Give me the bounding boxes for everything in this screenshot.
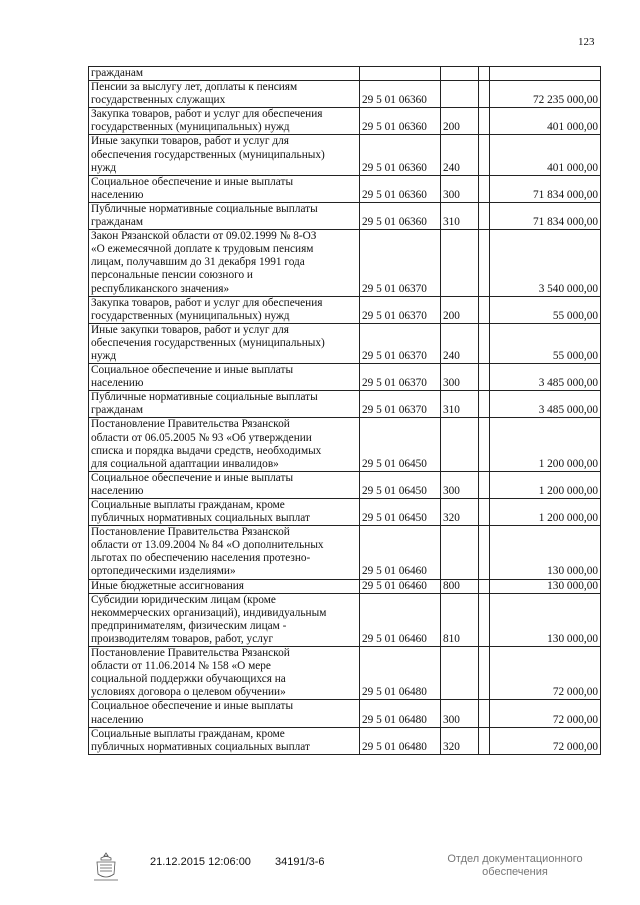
- row-name-cell: Иные закупки товаров, работ и услуг для обеспечения государственных (муниципальных) нужд: [89, 323, 360, 363]
- row-amount-cell: 3 540 000,00: [490, 230, 601, 296]
- row-expense-type-cell: [441, 526, 479, 579]
- row-name-cell: Иные бюджетные ассигнования: [89, 579, 360, 593]
- row-code-cell: 29 5 01 06450: [360, 471, 441, 498]
- row-name-cell: Пенсии за выслугу лет, доплаты к пенсиям государственных служащих: [89, 81, 360, 108]
- row-empty-cell: [479, 230, 490, 296]
- row-expense-type-cell: 200: [441, 296, 479, 323]
- footer-doc-code: 34191/3-6: [275, 856, 325, 868]
- row-code-cell: 29 5 01 06460: [360, 579, 441, 593]
- table-row: [89, 364, 601, 391]
- row-amount-cell: 130 000,00: [490, 526, 601, 579]
- row-name-cell: Субсидии юридическим лицам (кроме некоммерческих организаций), индивидуальным предпринимателям, физическим лицам - производителям товаров, работ, услуг: [89, 593, 360, 646]
- row-name-cell: Постановление Правительства Рязанской области от 06.05.2005 № 93 «Об утверждении списка и порядка выдачи средств, необходимых для социальной адаптации инвалидов»: [89, 418, 360, 471]
- row-amount-cell: 71 834 000,00: [490, 175, 601, 202]
- table-row: [89, 700, 601, 727]
- row-name-cell: Социальное обеспечение и иные выплаты населению: [89, 471, 360, 498]
- row-empty-cell: [479, 593, 490, 646]
- row-empty-cell: [479, 364, 490, 391]
- row-amount-cell: 401 000,00: [490, 135, 601, 175]
- row-expense-type-cell: 320: [441, 727, 479, 754]
- row-amount-cell: 72 000,00: [490, 727, 601, 754]
- table-row: [89, 727, 601, 754]
- budget-table-body: [89, 67, 601, 755]
- row-amount-cell: 55 000,00: [490, 323, 601, 363]
- row-amount-cell: 3 485 000,00: [490, 391, 601, 418]
- row-name-cell: Социальное обеспечение и иные выплаты населению: [89, 364, 360, 391]
- row-name-cell: гражданам: [89, 67, 360, 81]
- row-empty-cell: [479, 323, 490, 363]
- row-code-cell: 29 5 01 06370: [360, 364, 441, 391]
- table-row: [89, 323, 601, 363]
- table-row: [89, 108, 601, 135]
- row-amount-cell: 71 834 000,00: [490, 202, 601, 229]
- row-expense-type-cell: 300: [441, 700, 479, 727]
- table-row: [89, 135, 601, 175]
- row-name-cell: Социальные выплаты гражданам, кроме публичных нормативных социальных выплат: [89, 499, 360, 526]
- row-expense-type-cell: 800: [441, 579, 479, 593]
- row-empty-cell: [479, 471, 490, 498]
- row-name-cell: Публичные нормативные социальные выплаты гражданам: [89, 391, 360, 418]
- row-name-cell: Постановление Правительства Рязанской области от 11.06.2014 № 158 «О мере социальной поддержки обучающихся на условиях договора о целевом обучении»: [89, 647, 360, 700]
- footer-date: 21.12.2015 12:06:00: [150, 856, 251, 868]
- footer-department-stamp: Отдел документационного обеспечения: [447, 853, 583, 878]
- table-row: [89, 296, 601, 323]
- row-expense-type-cell: 810: [441, 593, 479, 646]
- row-expense-type-cell: [441, 647, 479, 700]
- row-code-cell: 29 5 01 06370: [360, 296, 441, 323]
- row-empty-cell: [479, 727, 490, 754]
- row-amount-cell: 72 235 000,00: [490, 81, 601, 108]
- row-name-cell: Социальное обеспечение и иные выплаты населению: [89, 175, 360, 202]
- row-amount-cell: 72 000,00: [490, 700, 601, 727]
- table-row: [89, 647, 601, 700]
- table-row: [89, 67, 601, 81]
- row-expense-type-cell: 310: [441, 391, 479, 418]
- table-row: [89, 202, 601, 229]
- row-code-cell: 29 5 01 06360: [360, 81, 441, 108]
- row-expense-type-cell: 300: [441, 364, 479, 391]
- row-empty-cell: [479, 202, 490, 229]
- row-code-cell: 29 5 01 06360: [360, 135, 441, 175]
- row-empty-cell: [479, 700, 490, 727]
- row-amount-cell: 3 485 000,00: [490, 364, 601, 391]
- coat-of-arms-icon: [92, 850, 120, 884]
- row-code-cell: 29 5 01 06360: [360, 202, 441, 229]
- row-name-cell: Закупка товаров, работ и услуг для обеспечения государственных (муниципальных) нужд: [89, 296, 360, 323]
- row-code-cell: 29 5 01 06460: [360, 593, 441, 646]
- budget-table: [88, 66, 601, 755]
- row-amount-cell: 130 000,00: [490, 593, 601, 646]
- row-code-cell: 29 5 01 06370: [360, 323, 441, 363]
- row-expense-type-cell: [441, 67, 479, 81]
- row-expense-type-cell: 300: [441, 175, 479, 202]
- row-expense-type-cell: 240: [441, 135, 479, 175]
- row-code-cell: 29 5 01 06450: [360, 499, 441, 526]
- page-number: 123: [578, 36, 595, 48]
- table-row: [89, 175, 601, 202]
- table-row: [89, 418, 601, 471]
- row-expense-type-cell: 310: [441, 202, 479, 229]
- row-empty-cell: [479, 418, 490, 471]
- table-row: [89, 230, 601, 296]
- row-code-cell: 29 5 01 06480: [360, 727, 441, 754]
- row-name-cell: Постановление Правительства Рязанской области от 13.09.2004 № 84 «О дополнительных льготах по обеспечению населения протезно- ортопедическими изделиями»: [89, 526, 360, 579]
- row-name-cell: Социальные выплаты гражданам, кроме публичных нормативных социальных выплат: [89, 727, 360, 754]
- row-amount-cell: 1 200 000,00: [490, 418, 601, 471]
- row-expense-type-cell: [441, 418, 479, 471]
- table-row: [89, 579, 601, 593]
- row-amount-cell: 1 200 000,00: [490, 499, 601, 526]
- row-code-cell: 29 5 01 06480: [360, 647, 441, 700]
- row-expense-type-cell: 320: [441, 499, 479, 526]
- table-row: [89, 391, 601, 418]
- row-empty-cell: [479, 647, 490, 700]
- row-expense-type-cell: [441, 81, 479, 108]
- row-code-cell: 29 5 01 06370: [360, 391, 441, 418]
- row-empty-cell: [479, 135, 490, 175]
- row-code-cell: 29 5 01 06480: [360, 700, 441, 727]
- table-row: [89, 81, 601, 108]
- row-expense-type-cell: [441, 230, 479, 296]
- table-row: [89, 471, 601, 498]
- row-empty-cell: [479, 526, 490, 579]
- row-code-cell: [360, 67, 441, 81]
- row-name-cell: Закон Рязанской области от 09.02.1999 № 8-ОЗ «О ежемесячной доплате к трудовым пенсиям лицам, получавшим до 31 декабря 1991 года персональные пенсии союзного и республиканского значения»: [89, 230, 360, 296]
- row-empty-cell: [479, 108, 490, 135]
- row-expense-type-cell: 300: [441, 471, 479, 498]
- row-empty-cell: [479, 499, 490, 526]
- row-expense-type-cell: 240: [441, 323, 479, 363]
- row-empty-cell: [479, 175, 490, 202]
- row-name-cell: Социальное обеспечение и иные выплаты населению: [89, 700, 360, 727]
- row-empty-cell: [479, 67, 490, 81]
- row-name-cell: Публичные нормативные социальные выплаты гражданам: [89, 202, 360, 229]
- row-name-cell: Закупка товаров, работ и услуг для обеспечения государственных (муниципальных) нужд: [89, 108, 360, 135]
- row-amount-cell: [490, 67, 601, 81]
- table-row: [89, 526, 601, 579]
- row-empty-cell: [479, 81, 490, 108]
- row-code-cell: 29 5 01 06360: [360, 108, 441, 135]
- row-amount-cell: 401 000,00: [490, 108, 601, 135]
- row-empty-cell: [479, 296, 490, 323]
- row-amount-cell: 72 000,00: [490, 647, 601, 700]
- row-code-cell: 29 5 01 06360: [360, 175, 441, 202]
- row-empty-cell: [479, 391, 490, 418]
- row-name-cell: Иные закупки товаров, работ и услуг для обеспечения государственных (муниципальных) нужд: [89, 135, 360, 175]
- table-row: [89, 499, 601, 526]
- table-row: [89, 593, 601, 646]
- page-footer: [0, 850, 640, 905]
- row-code-cell: 29 5 01 06460: [360, 526, 441, 579]
- row-code-cell: 29 5 01 06370: [360, 230, 441, 296]
- row-amount-cell: 130 000,00: [490, 579, 601, 593]
- row-amount-cell: 55 000,00: [490, 296, 601, 323]
- row-expense-type-cell: 200: [441, 108, 479, 135]
- row-code-cell: 29 5 01 06450: [360, 418, 441, 471]
- row-amount-cell: 1 200 000,00: [490, 471, 601, 498]
- row-empty-cell: [479, 579, 490, 593]
